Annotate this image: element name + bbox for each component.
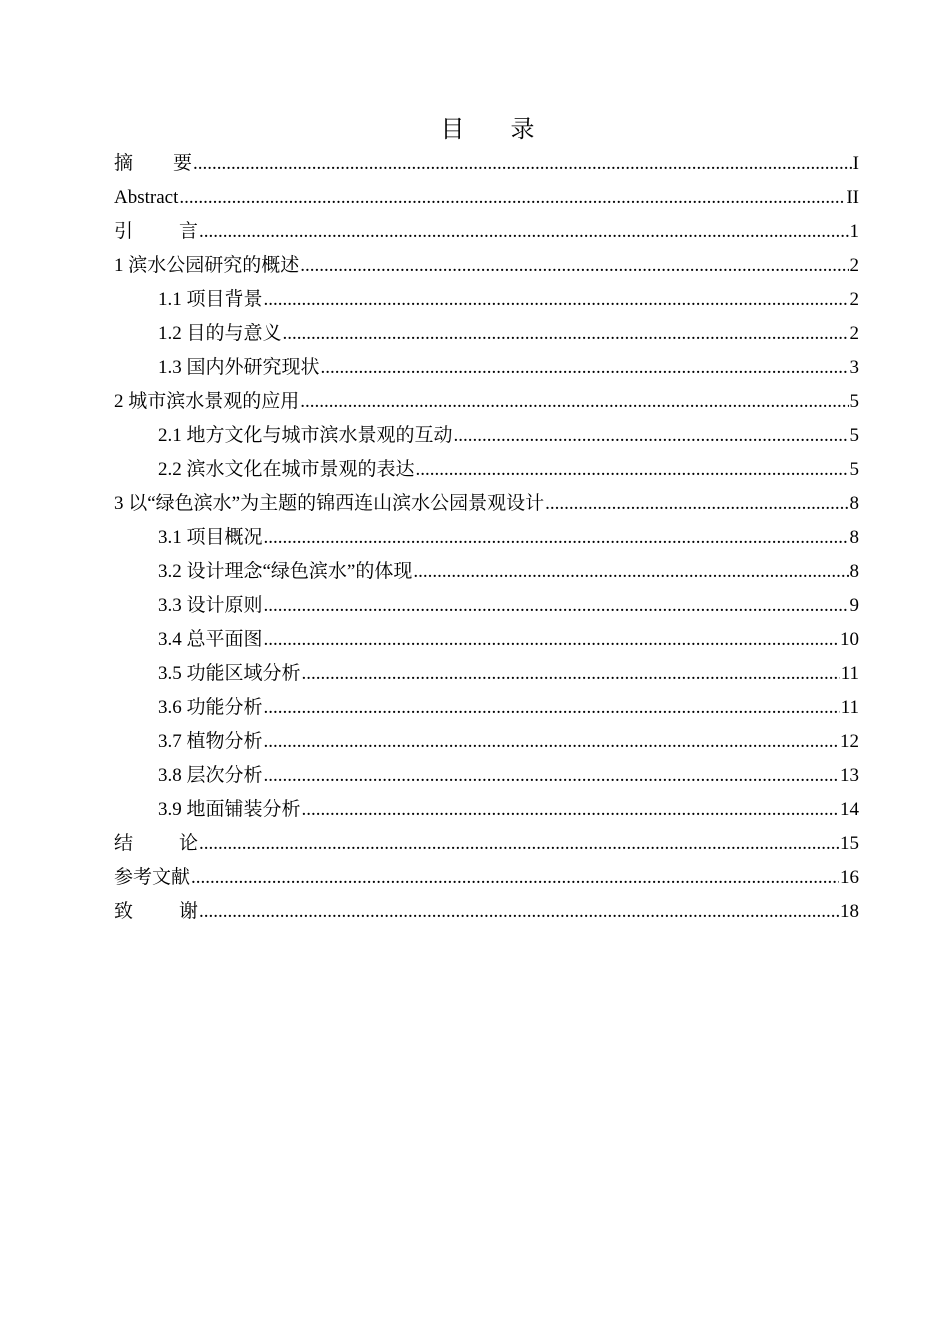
toc-entry-label-part: 要	[173, 153, 193, 174]
toc-entry[interactable]	[114, 555, 859, 589]
toc-entry-page-number: 5	[849, 425, 859, 446]
toc-entry-label-part: 引	[114, 221, 134, 242]
toc-entry-page-number: I	[852, 153, 859, 174]
toc-entry-label: 3.8 层次分析	[158, 765, 263, 786]
toc-entry[interactable]	[114, 895, 859, 929]
toc-entry[interactable]	[114, 691, 859, 725]
toc-leader-dots	[283, 317, 849, 351]
toc-leader-dots	[264, 759, 839, 793]
toc-entry-label-part: 论	[179, 833, 199, 854]
toc-entry-label: 3 以“绿色滨水”为主题的锦西连山滨水公园景观设计	[114, 493, 545, 514]
toc-entry-page-number: 11	[840, 697, 859, 718]
toc-entry[interactable]	[114, 453, 859, 487]
toc-entry-label-part: 言	[179, 221, 199, 242]
toc-entry-page-number: 14	[840, 799, 859, 820]
toc-entry[interactable]	[114, 589, 859, 623]
toc-entry-page-number: 8	[849, 493, 859, 514]
toc-entry-label: 3.1 项目概况	[158, 527, 263, 548]
toc-entry-page-number: 8	[849, 527, 859, 548]
toc-entry-page-number: 10	[840, 629, 859, 650]
toc-entry-page-number: 5	[849, 459, 859, 480]
toc-entry-page-number: 13	[840, 765, 859, 786]
toc-entry-page-number: 11	[840, 663, 859, 684]
toc-leader-dots	[302, 657, 840, 691]
toc-entry-page-number: 8	[849, 561, 859, 582]
toc-entry[interactable]	[114, 793, 859, 827]
toc-entry-page-number: 5	[849, 391, 859, 412]
toc-entry-label-part: 结	[114, 833, 134, 854]
toc-entry-page-number: II	[846, 187, 859, 208]
toc-entry-label	[114, 895, 198, 929]
toc-entry-label: 3.2 设计理念“绿色滨水”的体现	[158, 561, 413, 582]
toc-entry[interactable]	[114, 725, 859, 759]
toc-entry[interactable]	[114, 181, 859, 215]
toc-entry-page-number: 3	[849, 357, 859, 378]
toc-leader-dots	[545, 487, 848, 521]
toc-entry-page-number: 9	[849, 595, 859, 616]
toc-leader-dots	[193, 147, 852, 181]
toc-leader-dots	[300, 249, 848, 283]
table-of-contents	[114, 147, 859, 929]
toc-entry-page-number: 16	[840, 867, 859, 888]
toc-entry-page-number: 15	[840, 833, 859, 854]
toc-entry-page-number: 2	[849, 255, 859, 276]
toc-entry-label: Abstract	[114, 187, 179, 208]
toc-entry-label: 1.3 国内外研究现状	[158, 357, 320, 378]
toc-leader-dots	[264, 725, 839, 759]
toc-leader-dots	[321, 351, 849, 385]
toc-entry[interactable]	[114, 419, 859, 453]
toc-entry-page-number: 2	[849, 289, 859, 310]
toc-entry-label	[114, 827, 198, 861]
toc-entry[interactable]	[114, 623, 859, 657]
toc-leader-dots	[264, 691, 840, 725]
toc-leader-dots	[264, 589, 849, 623]
toc-entry-label: 2.2 滨水文化在城市景观的表达	[158, 459, 415, 480]
toc-entry[interactable]	[114, 759, 859, 793]
toc-entry-label: 参考文献	[114, 867, 191, 888]
toc-title-char-2: 录	[510, 115, 535, 143]
toc-entry-label: 3.4 总平面图	[158, 629, 263, 650]
toc-entry-label: 1.2 目的与意义	[158, 323, 282, 344]
toc-entry[interactable]	[114, 351, 859, 385]
toc-leader-dots	[264, 283, 849, 317]
toc-entry-label	[114, 147, 192, 181]
toc-entry[interactable]	[114, 657, 859, 691]
toc-title	[0, 112, 950, 146]
toc-entry[interactable]	[114, 385, 859, 419]
toc-entry-label: 3.6 功能分析	[158, 697, 263, 718]
toc-entry[interactable]	[114, 215, 859, 249]
toc-entry-label-part: 摘	[114, 153, 134, 174]
toc-leader-dots	[454, 419, 849, 453]
toc-leader-dots	[264, 521, 849, 555]
toc-entry[interactable]	[114, 283, 859, 317]
toc-entry[interactable]	[114, 249, 859, 283]
toc-leader-dots	[199, 895, 839, 929]
toc-leader-dots	[416, 453, 849, 487]
toc-entry[interactable]	[114, 827, 859, 861]
toc-entry-label: 1.1 项目背景	[158, 289, 263, 310]
toc-leader-dots	[302, 793, 839, 827]
toc-entry-label: 3.7 植物分析	[158, 731, 263, 752]
toc-leader-dots	[179, 181, 845, 215]
toc-entry-label: 3.5 功能区域分析	[158, 663, 301, 684]
toc-entry-page-number: 1	[849, 221, 859, 242]
toc-entry-label-part: 致	[114, 901, 134, 922]
toc-entry-label: 3.9 地面铺装分析	[158, 799, 301, 820]
toc-leader-dots	[300, 385, 848, 419]
toc-entry[interactable]	[114, 147, 859, 181]
toc-entry-label-part: 谢	[179, 901, 199, 922]
toc-entry-label: 3.3 设计原则	[158, 595, 263, 616]
toc-entry[interactable]	[114, 487, 859, 521]
toc-entry-label: 2.1 地方文化与城市滨水景观的互动	[158, 425, 453, 446]
toc-leader-dots	[191, 861, 839, 895]
toc-title-char-1: 目	[440, 115, 465, 143]
toc-entry-page-number: 12	[840, 731, 859, 752]
toc-entry-page-number: 2	[849, 323, 859, 344]
toc-entry[interactable]	[114, 317, 859, 351]
toc-entry[interactable]	[114, 521, 859, 555]
toc-entry-label: 1 滨水公园研究的概述	[114, 255, 300, 276]
toc-entry-label: 2 城市滨水景观的应用	[114, 391, 300, 412]
toc-entry[interactable]	[114, 861, 859, 895]
toc-leader-dots	[199, 215, 848, 249]
toc-leader-dots	[413, 555, 848, 589]
toc-entry-label	[114, 215, 198, 249]
toc-leader-dots	[264, 623, 839, 657]
toc-leader-dots	[199, 827, 839, 861]
toc-entry-page-number: 18	[840, 901, 859, 922]
